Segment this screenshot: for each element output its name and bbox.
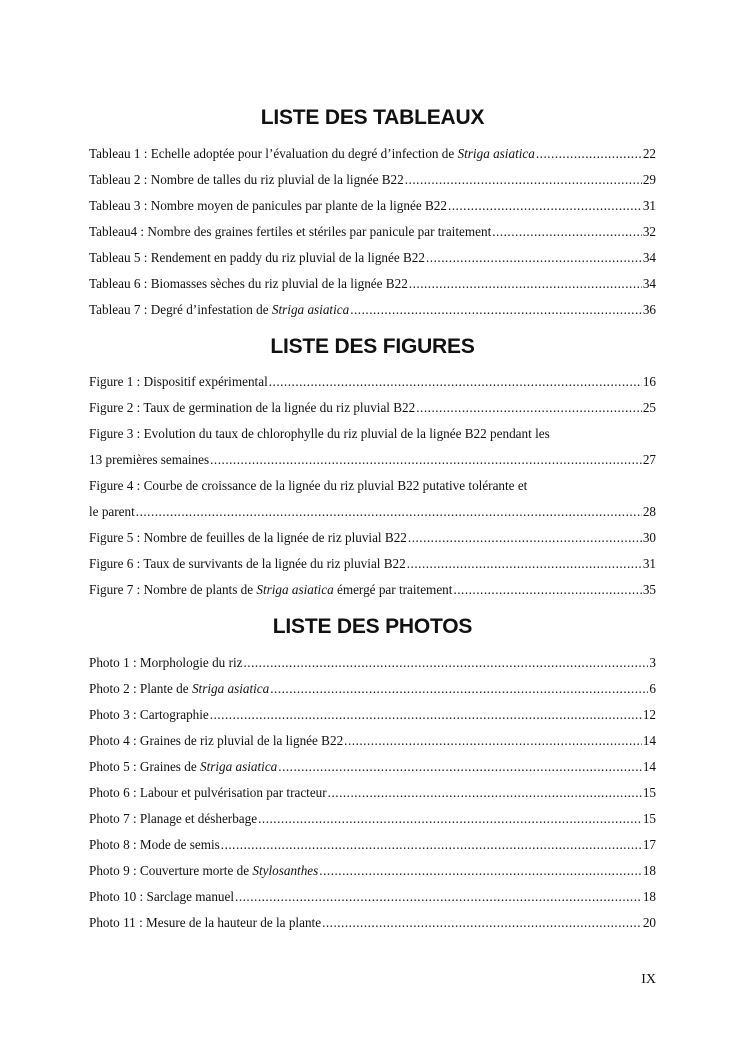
toc-entry-row — [89, 806, 656, 832]
dot-leader — [453, 577, 641, 603]
toc-entry-row — [89, 754, 656, 780]
entry-text: Tableau 2 : Nombre de talles du riz pluvial de la lignée B22 — [89, 172, 404, 187]
entry-text: Figure 6 : Taux de survivants de la lignée du riz pluvial B22 — [89, 556, 406, 571]
toc-entry-row — [89, 271, 656, 297]
dot-leader — [536, 141, 642, 167]
entry-text: Photo 6 : Labour et pulvérisation par tracteur — [89, 785, 327, 800]
dot-leader — [269, 369, 642, 395]
entry-text: Tableau 3 : Nombre moyen de panicules par plante de la lignée B22 — [89, 198, 447, 213]
toc-entry — [89, 395, 656, 421]
entry-title — [89, 297, 349, 323]
entry-page-number: 15 — [642, 785, 656, 800]
dot-leader — [409, 271, 642, 297]
toc-entry — [89, 447, 656, 473]
toc-entry — [89, 832, 656, 858]
entry-page-number: 34 — [642, 276, 656, 291]
toc-entry — [89, 806, 656, 832]
entry-italic-text: Striga asiatica — [271, 302, 350, 317]
entry-page-number: 15 — [642, 811, 656, 826]
entry-text: Figure 2 : Taux de germination de la lignée du riz pluvial B22 — [89, 400, 416, 415]
entry-title — [89, 447, 209, 473]
toc-entry-row — [89, 499, 656, 525]
entry-italic-text: Stylosanthes — [252, 863, 319, 878]
entry-page-number: 20 — [642, 915, 656, 930]
photos-heading: LISTE DES PHOTOS — [272, 615, 473, 638]
entry-text: Tableau4 : Nombre des graines fertiles et stériles par panicule par traitement — [89, 224, 492, 239]
toc-entry — [89, 141, 656, 167]
dot-leader — [136, 499, 642, 525]
entry-text: Photo 2 : Plante de — [89, 681, 192, 696]
list-of-figures — [89, 333, 656, 603]
dot-leader — [426, 245, 642, 271]
entry-page-number: 14 — [642, 733, 656, 748]
entry-page-number: 28 — [642, 504, 656, 519]
toc-entry-line: Figure 4 : Courbe de croissance de la lignée du riz pluvial B22 putative tolérante et — [89, 478, 528, 493]
entry-title — [89, 525, 407, 551]
entry-page-number: 16 — [642, 374, 656, 389]
entry-page-number: 30 — [642, 530, 656, 545]
dot-leader — [243, 650, 648, 676]
toc-entry — [89, 910, 656, 936]
dot-leader — [416, 395, 642, 421]
entry-text: Photo 10 : Sarclage manuel — [89, 889, 235, 904]
entry-title — [89, 551, 406, 577]
entry-title — [89, 780, 327, 806]
entry-page-number: 18 — [642, 889, 656, 904]
entry-text: Tableau 6 : Biomasses sèches du riz pluvial de la lignée B22 — [89, 276, 408, 291]
dot-leader — [278, 754, 642, 780]
toc-entry-row — [89, 676, 656, 702]
toc-entry-row — [89, 650, 656, 676]
dot-leader — [448, 193, 642, 219]
figures-heading: LISTE DES FIGURES — [270, 335, 475, 358]
entry-page-number: 34 — [642, 250, 656, 265]
toc-entry-row — [89, 702, 656, 728]
toc-entry — [89, 780, 656, 806]
entry-page-number: 31 — [642, 198, 656, 213]
entry-title — [89, 141, 535, 167]
toc-entry-row — [89, 910, 656, 936]
entry-text: Photo 9 : Couverture morte de — [89, 863, 253, 878]
entry-page-number: 22 — [642, 146, 656, 161]
toc-entry-row — [89, 577, 656, 603]
dot-leader — [407, 551, 642, 577]
toc-entry — [89, 676, 656, 702]
toc-entry-row — [89, 369, 656, 395]
entry-page-number: 25 — [642, 400, 656, 415]
dot-leader — [221, 832, 642, 858]
dot-leader — [350, 297, 642, 323]
dot-leader — [322, 910, 642, 936]
toc-entry-row — [89, 551, 656, 577]
toc-entry — [89, 167, 656, 193]
entry-title — [89, 369, 268, 395]
toc-entry — [89, 369, 656, 395]
entry-page-number: 35 — [642, 582, 656, 597]
entry-title — [89, 676, 269, 702]
entry-page-number: 31 — [642, 556, 656, 571]
dot-leader — [492, 219, 642, 245]
toc-entry-row — [89, 858, 656, 884]
entry-title — [89, 271, 408, 297]
toc-entry — [89, 577, 656, 603]
entry-title — [89, 806, 257, 832]
toc-entry-row — [89, 167, 656, 193]
dot-leader — [344, 728, 642, 754]
entry-title — [89, 832, 220, 858]
toc-entry — [89, 884, 656, 910]
entry-italic-text: Striga asiatica — [199, 759, 278, 774]
entry-title — [89, 910, 321, 936]
dot-leader — [258, 806, 642, 832]
entry-title — [89, 884, 234, 910]
entry-page-number: 29 — [642, 172, 656, 187]
entry-text: Photo 1 : Morphologie du riz — [89, 655, 243, 670]
entry-page-number: 6 — [649, 681, 656, 696]
entry-title — [89, 167, 404, 193]
toc-entry-row — [89, 245, 656, 271]
toc-entry — [89, 858, 656, 884]
toc-entry-row — [89, 780, 656, 806]
entry-title — [89, 219, 491, 245]
figures-entries — [89, 369, 656, 603]
toc-entry-row — [89, 193, 656, 219]
dot-leader — [210, 702, 642, 728]
entry-title — [89, 754, 277, 780]
entry-text: Photo 7 : Planage et désherbage — [89, 811, 258, 826]
toc-entry — [89, 219, 656, 245]
entry-page-number: 12 — [642, 707, 656, 722]
toc-entry — [89, 754, 656, 780]
entry-page-number: 36 — [642, 302, 656, 317]
toc-entry — [89, 551, 656, 577]
entry-text: Figure 5 : Nombre de feuilles de la lignée de riz pluvial B22 — [89, 530, 407, 545]
entry-page-number: 14 — [642, 759, 656, 774]
entry-text: Photo 3 : Cartographie — [89, 707, 209, 722]
toc-entry — [89, 499, 656, 525]
list-of-photos — [89, 613, 656, 936]
toc-entry — [89, 297, 656, 323]
toc-entry-row — [89, 219, 656, 245]
entry-title — [89, 395, 415, 421]
toc-entry-row — [89, 832, 656, 858]
entry-title — [89, 728, 343, 754]
tables-entries — [89, 141, 656, 323]
entry-text: Figure 7 : Nombre de plants de — [89, 582, 257, 597]
dot-leader — [405, 167, 642, 193]
entry-page-number: 32 — [642, 224, 656, 239]
photos-entries — [89, 650, 656, 936]
entry-page-number: 17 — [642, 837, 656, 852]
toc-entry-row — [89, 447, 656, 473]
dot-leader — [270, 676, 648, 702]
dot-leader — [328, 780, 642, 806]
toc-entry — [89, 650, 656, 676]
dot-leader — [235, 884, 642, 910]
entry-italic-text: Striga asiatica — [191, 681, 270, 696]
toc-entry — [89, 728, 656, 754]
toc-entry — [89, 271, 656, 297]
toc-entry — [89, 245, 656, 271]
page-number: IX — [641, 972, 656, 987]
entry-text: Tableau 1 : Echelle adoptée pour l’évaluation du degré d’infection de — [89, 146, 458, 161]
entry-text: 13 premières semaines — [89, 452, 210, 467]
toc-entry-row — [89, 525, 656, 551]
entry-text: Tableau 7 : Degré d’infestation de — [89, 302, 272, 317]
entry-page-number: 3 — [649, 655, 656, 670]
entry-text: Photo 8 : Mode de semis — [89, 837, 220, 852]
toc-entry — [89, 702, 656, 728]
document-page — [89, 104, 656, 936]
entry-text: le parent — [89, 504, 135, 519]
entry-italic-text: Striga asiatica — [457, 146, 535, 161]
tables-heading: LISTE DES TABLEAUX — [260, 106, 485, 129]
toc-entry — [89, 525, 656, 551]
entry-title — [89, 245, 425, 271]
entry-text: Figure 1 : Dispositif expérimental — [89, 374, 268, 389]
dot-leader — [210, 447, 642, 473]
entry-title — [89, 193, 447, 219]
entry-text: Photo 4 : Graines de riz pluvial de la lignée B22 — [89, 733, 344, 748]
dot-leader — [408, 525, 642, 551]
entry-title — [89, 650, 242, 676]
toc-entry-row — [89, 395, 656, 421]
entry-title — [89, 499, 135, 525]
entry-page-number: 27 — [642, 452, 656, 467]
toc-entry — [89, 193, 656, 219]
toc-entry-row — [89, 884, 656, 910]
entry-title — [89, 702, 209, 728]
toc-entry-row — [89, 141, 656, 167]
toc-entry-row — [89, 728, 656, 754]
entry-text-after: émergé par traitement — [333, 582, 453, 597]
toc-entry-line: Figure 3 : Evolution du taux de chlorophylle du riz pluvial de la lignée B22 pendant les — [89, 426, 550, 441]
entry-italic-text: Striga asiatica — [256, 582, 334, 597]
entry-text: Photo 5 : Graines de — [89, 759, 200, 774]
entry-text: Photo 11 : Mesure de la hauteur de la plante — [89, 915, 322, 930]
entry-title — [89, 858, 318, 884]
entry-page-number: 18 — [642, 863, 656, 878]
list-of-tables — [89, 104, 656, 323]
toc-entry-row — [89, 297, 656, 323]
dot-leader — [319, 858, 642, 884]
entry-title — [89, 577, 452, 603]
entry-text: Tableau 5 : Rendement en paddy du riz pluvial de la lignée B22 — [89, 250, 425, 265]
